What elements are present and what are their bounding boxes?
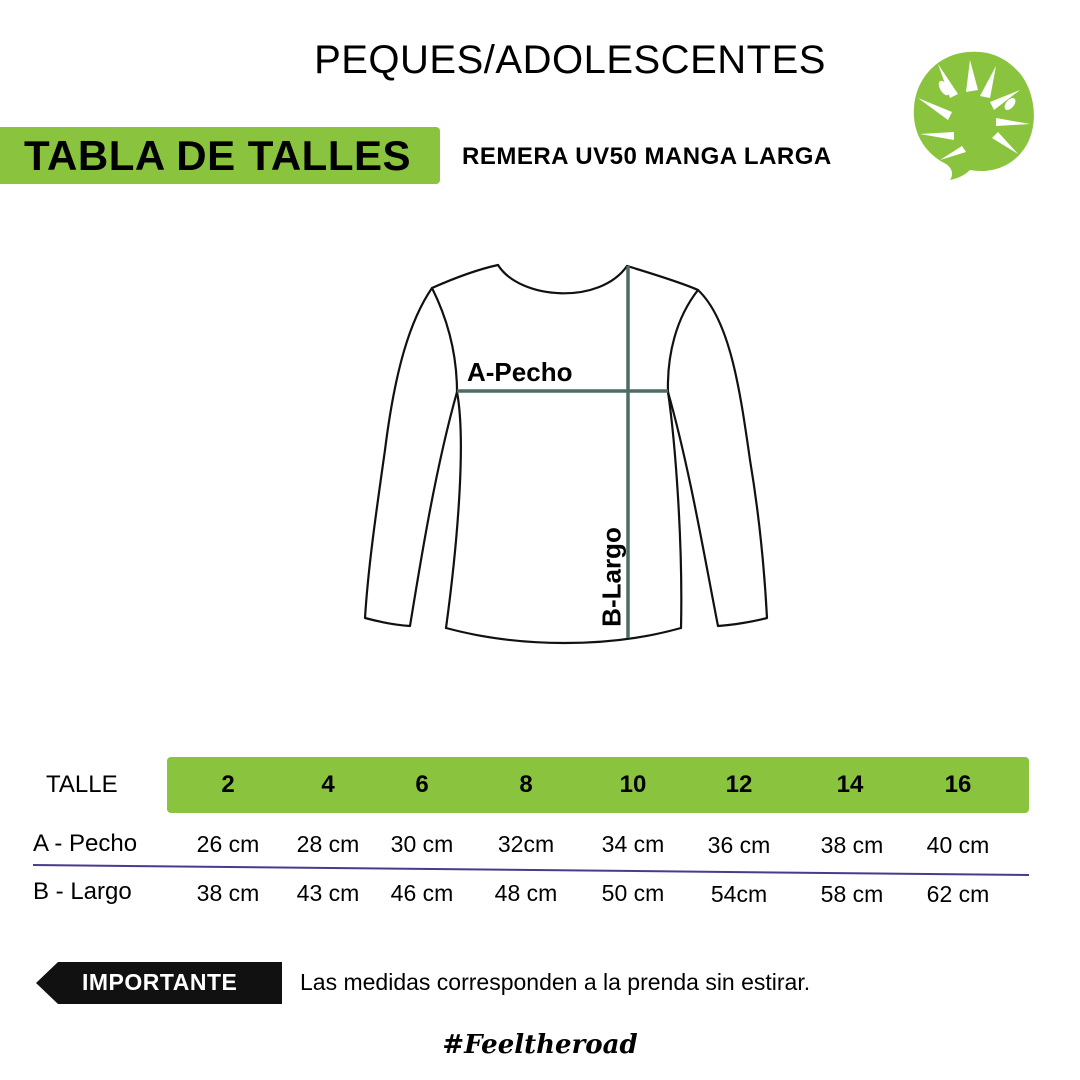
length-value-cell: 62 cm <box>926 881 990 907</box>
chest-value-cell: 38 cm <box>820 832 884 858</box>
row-label-chest: A - Pecho <box>33 830 138 857</box>
chest-measure-label: A-Pecho <box>467 357 573 387</box>
chest-value-cell: 30 cm <box>390 831 454 857</box>
chest-value-cell: 32cm <box>497 831 555 857</box>
length-measure-label: B-Largo <box>596 527 627 627</box>
monstera-leaf-icon <box>910 42 1038 182</box>
size-header-bar <box>167 757 1029 813</box>
size-header-cell: 16 <box>944 771 972 798</box>
size-header-cell: 2 <box>221 771 235 798</box>
length-value-cell: 50 cm <box>601 880 665 906</box>
size-header-label: TALLE <box>46 771 118 798</box>
length-value-cell: 58 cm <box>820 881 884 907</box>
shirt-diagram <box>350 255 780 655</box>
size-chart-banner <box>0 127 440 184</box>
chest-value-cell: 40 cm <box>926 832 990 858</box>
size-header-cell: 8 <box>519 771 533 798</box>
length-value-cell: 54cm <box>710 881 768 907</box>
product-name: REMERA UV50 MANGA LARGA <box>462 143 832 170</box>
row-divider <box>33 861 1033 881</box>
chest-value-cell: 26 cm <box>196 831 260 857</box>
chest-value-cell: 36 cm <box>707 832 771 858</box>
length-value-cell: 46 cm <box>390 880 454 906</box>
length-value-cell: 48 cm <box>494 880 558 906</box>
size-header-cell: 12 <box>725 771 753 798</box>
size-header-cell: 6 <box>415 771 429 798</box>
row-label-length: B - Largo <box>33 878 132 905</box>
size-header-cell: 14 <box>836 771 864 798</box>
length-value-cell: 43 cm <box>296 880 360 906</box>
brand-hashtag: #Feeltheroad <box>442 1030 638 1060</box>
page-title: PEQUES/ADOLESCENTES <box>314 38 826 82</box>
size-header-cell: 10 <box>619 771 647 798</box>
chest-value-cell: 28 cm <box>296 831 360 857</box>
chest-value-cell: 34 cm <box>601 831 665 857</box>
important-badge-label: IMPORTANTE <box>82 969 238 995</box>
important-notice-text: Las medidas corresponden a la prenda sin estirar. <box>300 969 811 995</box>
length-value-cell: 38 cm <box>196 880 260 906</box>
size-chart-banner-label: TABLA DE TALLES <box>24 132 412 179</box>
size-header-cell: 4 <box>321 771 335 798</box>
